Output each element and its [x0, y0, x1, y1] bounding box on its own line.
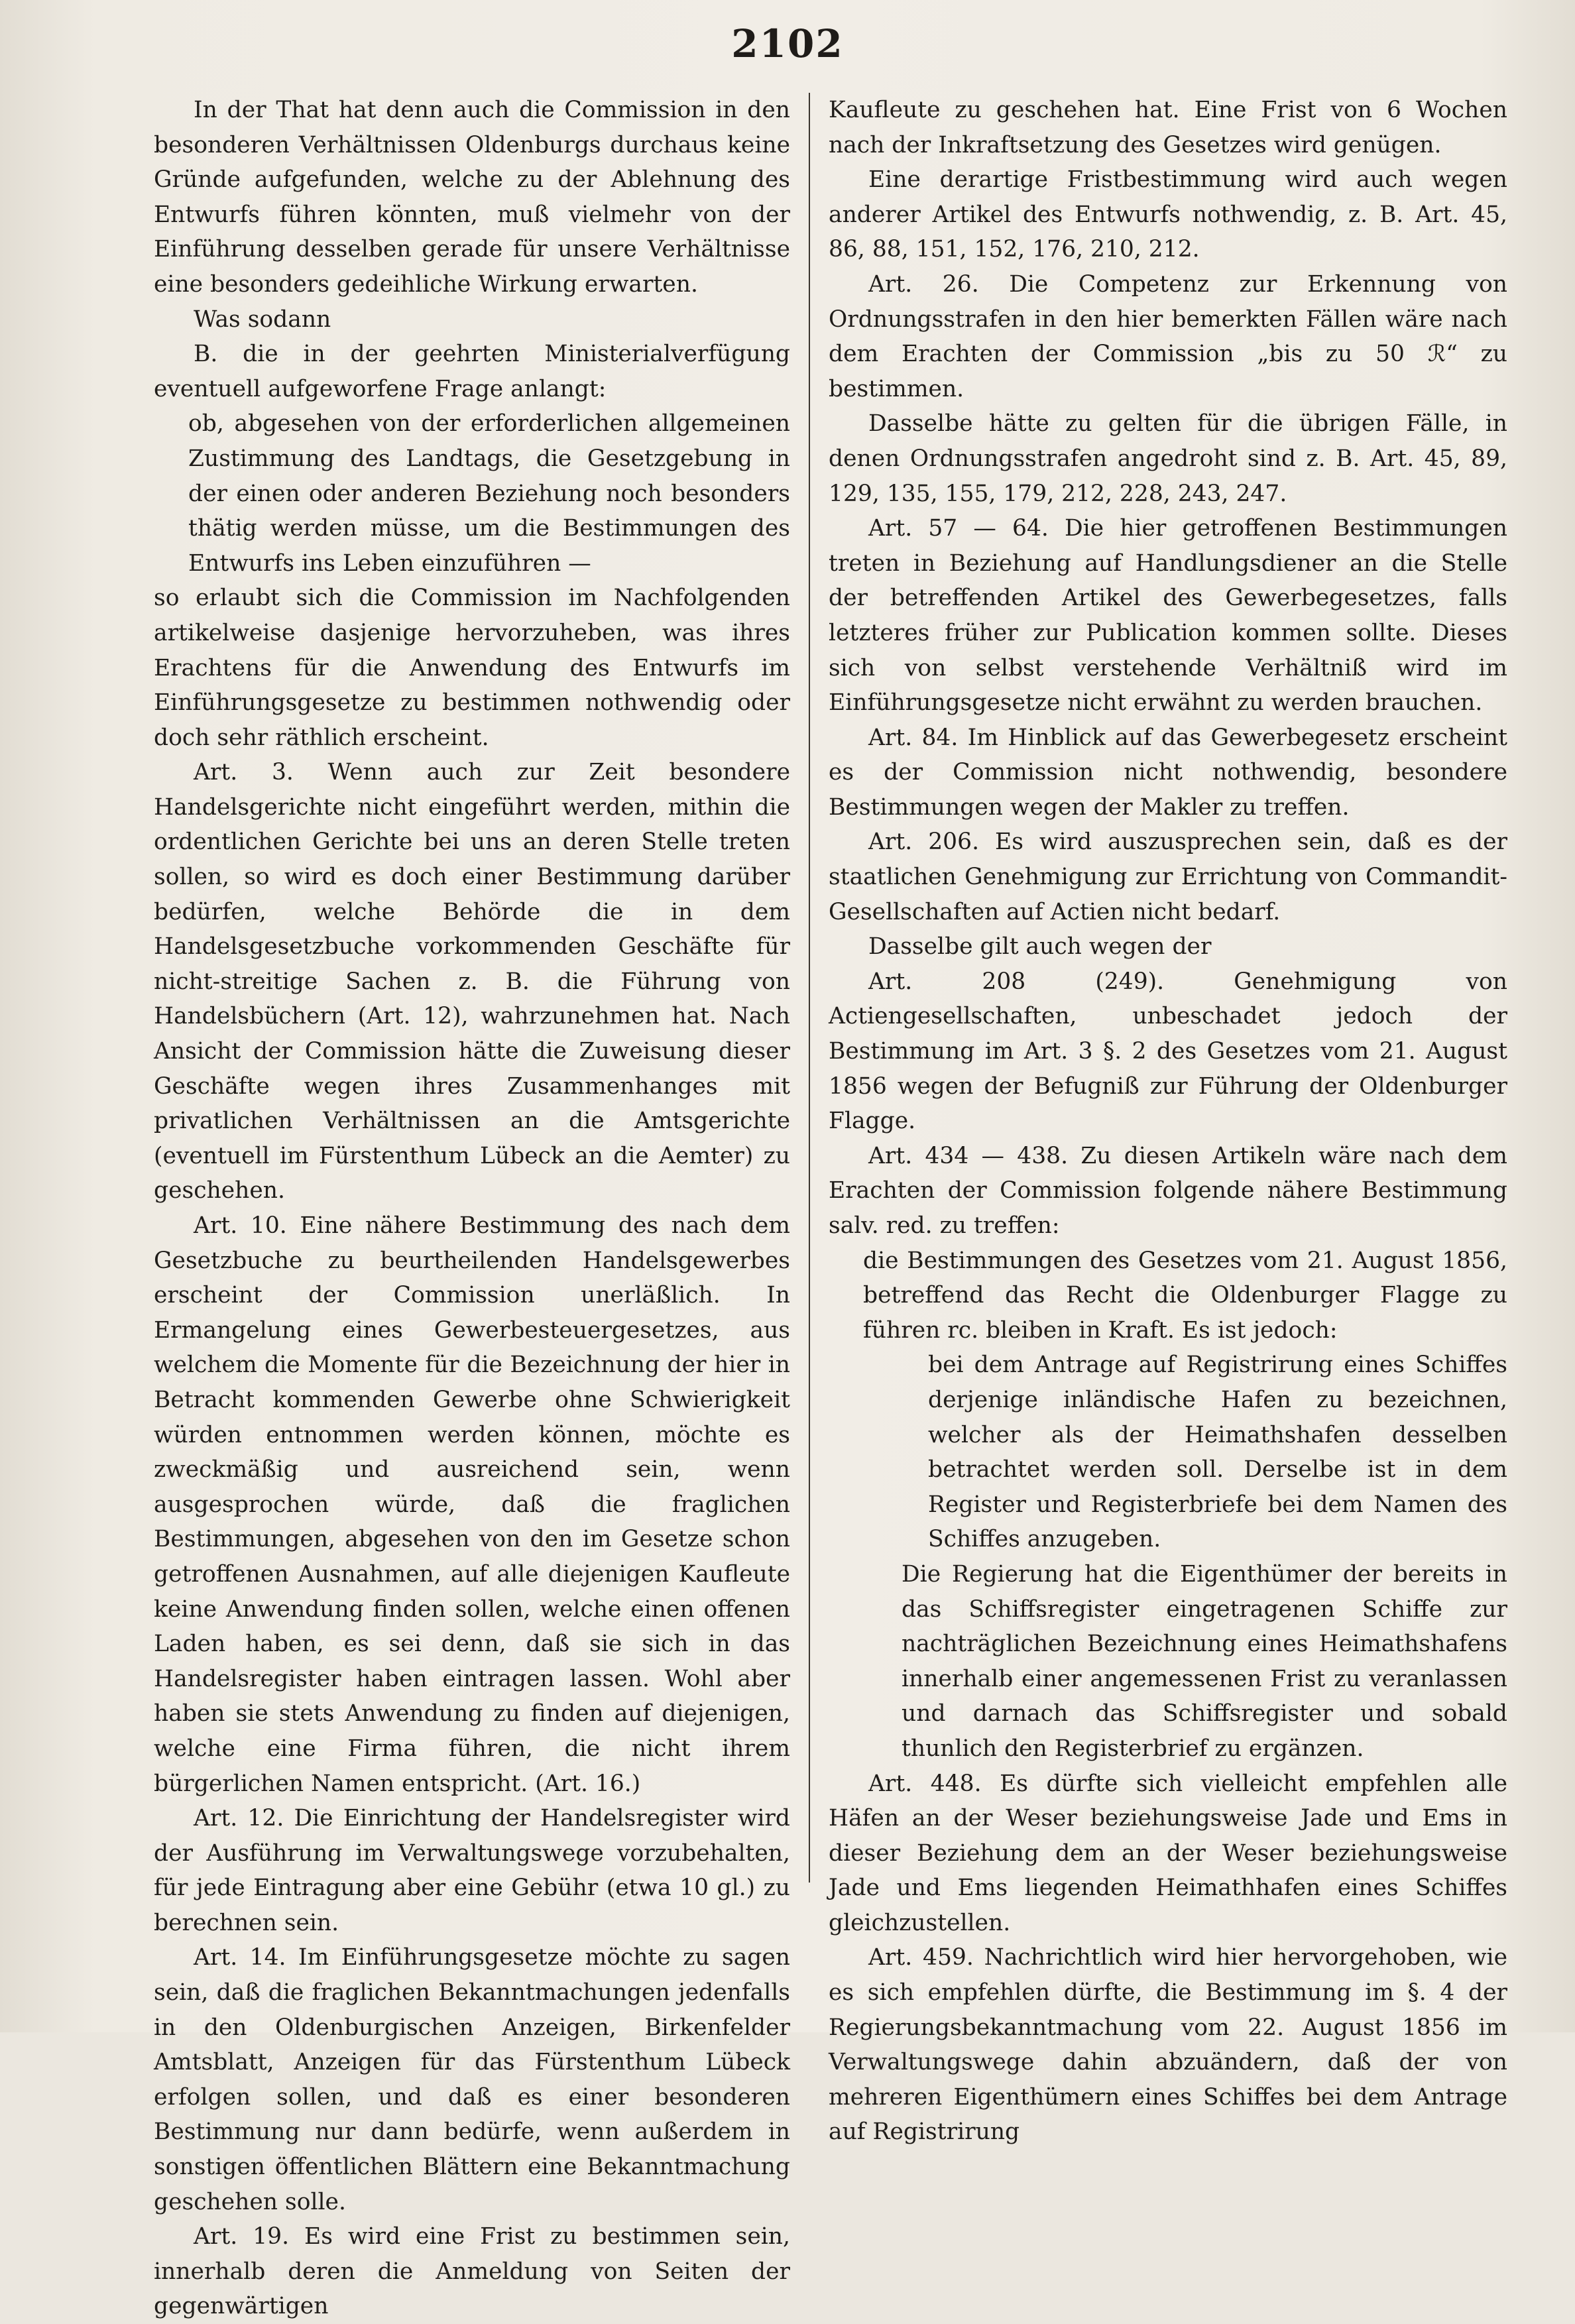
paragraph: B. die in der geehrten Ministerialverfügung eventuell aufgeworfene Frage anlangt:: [154, 341, 790, 402]
column-divider: [809, 93, 810, 1883]
article-paragraph: Art. 448. Es dürfte sich vielleicht empfehlen alle Häfen an der Weser beziehungsweise Jade und Ems in dieser Beziehung dem an der Weser beziehungsweise Jade und Ems liegenden Heimathhafen eines Schiffes gleichzustellen.: [829, 1770, 1507, 1936]
quoted-question: ob, abgesehen von der erforderlichen allgemeinen Zustimmung des Landtags, die Gesetzgebung in der einen oder anderen Beziehung noch besonders thätig werden müsse, um die Bestimmungen des Entwurfs ins Leben einzuführen —: [188, 410, 790, 577]
paragraph: Was sodann: [194, 306, 331, 333]
proposed-provision: die Bestimmungen des Gesetzes vom 21. August 1856, betreffend das Recht die Oldenburger Flagge zu führen rc. bleiben in Kraft. Es ist jedoch:: [863, 1247, 1507, 1344]
proposed-provision-clause: Die Regierung hat die Eigenthümer der bereits in das Schiffsregister eingetragenen Schiffe zur nachträglichen Bezeichnung eines Heimathshafens innerhalb einer angemessenen Frist zu veranlassen und darnach das Schiffsregister und sobald thunlich den Registerbrief zu ergänzen.: [902, 1560, 1507, 1762]
paragraph: Eine derartige Fristbestimmung wird auch wegen anderer Artikel des Entwurfs nothwendig, z. B. Art. 45, 86, 88, 151, 152, 176, 210, 212.: [829, 166, 1507, 263]
paragraph: Dasselbe gilt auch wegen der: [868, 933, 1212, 960]
paragraph: Dasselbe hätte zu gelten für die übrigen Fälle, in denen Ordnungsstrafen angedroht sind z. B. Art. 45, 89, 129, 135, 155, 179, 212, 228, 243, 247.: [829, 410, 1507, 507]
article-paragraph: Art. 459. Nachrichtlich wird hier hervorgehoben, wie es sich empfehlen dürfte, die Bestimmung im §. 4 der Regierungsbekanntmachung vom 22. August 1856 im Verwaltungswege dahin abzuändern, daß der von mehreren Eigenthümern eines Schiffes bei dem Antrage auf Registrirung: [829, 1944, 1507, 2146]
paragraph: Kaufleute zu geschehen hat. Eine Frist von 6 Wochen nach der Inkraftsetzung des Gesetzes wird genügen.: [829, 97, 1507, 158]
page-number: 2102: [731, 21, 844, 66]
article-paragraph: Art. 206. Es wird auszusprechen sein, daß es der staatlichen Genehmigung zur Errichtung von Commandit-Gesellschaften auf Actien nicht bedarf.: [829, 829, 1507, 925]
article-paragraph: Art. 19. Es wird eine Frist zu bestimmen sein, innerhalb deren die Anmeldung von Seiten der gegenwärtigen: [154, 2223, 790, 2320]
article-paragraph: Art. 14. Im Einführungsgesetze möchte zu sagen sein, daß die fraglichen Bekanntmachungen jedenfalls in den Oldenburgischen Anzeigen, Birkenfelder Amtsblatt, Anzeigen für das Fürstenthum Lübeck erfolgen sollen, und daß es einer besonderen Bestimmung nur dann bedürfe, wenn außerdem in sonstigen öffentlichen Blättern eine Bekanntmachung geschehen solle.: [154, 1944, 790, 2215]
article-paragraph: Art. 3. Wenn auch zur Zeit besondere Handelsgerichte nicht eingeführt werden, mithin die ordentlichen Gerichte bei uns an deren Stelle treten sollen, so wird es doch einer Bestimmung darüber bedürfen, welche Behörde die in dem Handelsgesetzbuche vorkommenden Geschäfte für nicht-streitige Sachen z. B. die Führung von Handelsbüchern (Art. 12), wahrzunehmen hat. Nach Ansicht der Commission hätte die Zuweisung dieser Geschäfte wegen ihres Zusammenhanges mit privatlichen Verhältnissen an die Amtsgerichte (eventuell im Fürstenthum Lübeck an die Aemter) zu geschehen.: [154, 759, 790, 1204]
article-paragraph: Art. 10. Eine nähere Bestimmung des nach dem Gesetzbuche zu beurtheilenden Handelsgewerbes erscheint der Commission unerläßlich. In Ermangelung eines Gewerbesteuergesetzes, aus welchem die Momente für die Bezeichnung der hier in Betracht kommenden Gewerbe ohne Schwierigkeit würden entnommen werden können, möchte es zweckmäßig und ausreichend sein, wenn ausgesprochen würde, daß die fraglichen Bestimmungen, abgesehen von den im Gesetze schon getroffenen Ausnahmen, auf alle diejenigen Kaufleute keine Anwendung finden sollen, welche einen offenen Laden haben, es sei denn, daß sie sich in das Handelsregister haben eintragen lassen. Wohl aber haben sie stets Anwendung zu finden auf diejenigen, welche eine Firma führen, die nicht ihrem bürgerlichen Namen entspricht. (Art. 16.): [154, 1212, 790, 1797]
article-paragraph: Art. 12. Die Einrichtung der Handelsregister wird der Ausführung im Verwaltungswege vorzubehalten, für jede Eintragung aber eine Gebühr (etwa 10 gl.) zu berechnen sein.: [154, 1805, 790, 1936]
article-paragraph: Art. 26. Die Competenz zur Erkennung von Ordnungsstrafen in den hier bemerkten Fällen wäre nach dem Erachten der Commission „bis zu 50 ℛ“ zu bestimmen.: [829, 270, 1507, 402]
paragraph: In der That hat denn auch die Commission in den besonderen Verhältnissen Oldenburgs durchaus keine Gründe aufgefunden, welche zu der Ablehnung des Entwurfs führen könnten, muß vielmehr von der Einführung desselben gerade für unsere Verhältnisse eine besonders gedeihliche Wirkung erwarten.: [154, 97, 790, 298]
article-paragraph: Art. 208 (249). Genehmigung von Actiengesellschaften, unbeschadet jedoch der Bestimmung im Art. 3 §. 2 des Gesetzes vom 21. August 1856 wegen der Befugniß zur Führung der Oldenburger Flagge.: [829, 968, 1507, 1135]
right-column: [829, 93, 1507, 2150]
left-column: [154, 93, 790, 2324]
paragraph: so erlaubt sich die Commission im Nachfolgenden artikelweise dasjenige hervorzuheben, was ihres Erachtens für die Anwendung des Entwurfs im Einführungsgesetze zu bestimmen nothwendig oder doch sehr räthlich erscheint.: [154, 585, 790, 751]
article-paragraph: Art. 84. Im Hinblick auf das Gewerbegesetz erscheint es der Commission nicht nothwendig, besondere Bestimmungen wegen der Makler zu treffen.: [829, 724, 1507, 821]
article-paragraph: Art. 434 — 438. Zu diesen Artikeln wäre nach dem Erachten der Commission folgende nähere Bestimmung salv. red. zu treffen:: [829, 1142, 1507, 1239]
proposed-provision-clause: bei dem Antrage auf Registrirung eines Schiffes derjenige inländische Hafen zu bezeichnen, welcher als der Heimathshafen desselben betrachtet werden soll. Derselbe ist in dem Register und Registerbriefe bei dem Namen des Schiffes anzugeben.: [928, 1352, 1507, 1553]
article-paragraph: Art. 57 — 64. Die hier getroffenen Bestimmungen treten in Beziehung auf Handlungsdiener an die Stelle der betreffenden Artikel des Gewerbegesetzes, falls letzteres früher zur Publication kommen sollte. Dieses sich von selbst verstehende Verhältniß wird im Einführungsgesetze nicht erwähnt zu werden brauchen.: [829, 515, 1507, 717]
